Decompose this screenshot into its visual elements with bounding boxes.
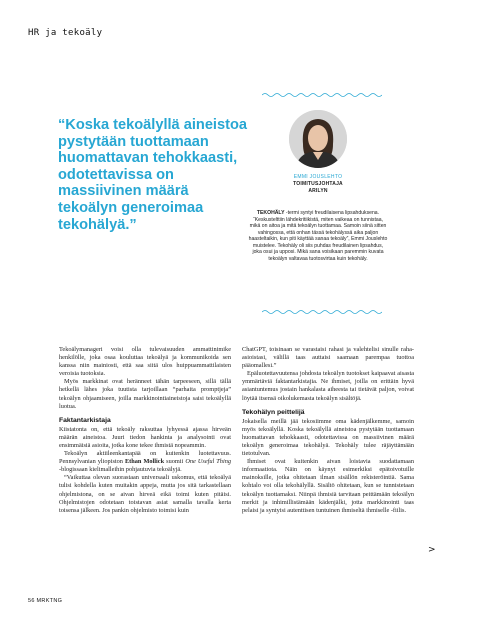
page-footer: 56 MRKTNG	[28, 598, 63, 604]
col1-paragraph-4	[59, 450, 231, 474]
person-mention-mollick: Ethan Mollick	[124, 458, 165, 466]
sidebar-text	[248, 210, 388, 262]
col1-paragraph-1: Tekoälymanageri voisi olla tulevaisuuden ammattinimike henkilölle, joka osaa kouluttaa tekoälyä ja kommunikoida sen kanssa niin mainiosti, että saa siitä ulos huippuammattilaisten veroisia tuotoksia.	[59, 346, 231, 378]
sidebar-term: TEKOHÄLY	[256, 210, 285, 216]
col1-p4-text-c: suomii	[164, 458, 186, 466]
col2-paragraph-2: Epäluotettavuutensa johdosta tekoälyn tuotokset kaipaavat aisasta ymmärtäviä faktantarkistajia. Ne ihmiset, joilla on erittäin hyvä asiantuntemus jostain hankalasta aiheesta tai tietävät paljon, voivat löytää itsensä oikolukemasta tekoälyn sisältöjä.	[242, 370, 414, 402]
article-column-1	[59, 346, 231, 515]
subheading-faktantarkistaja: Faktantarkistaja	[59, 416, 111, 424]
person-name: EMMI JOUSLEHTO	[293, 174, 343, 180]
col1-paragraph-5: “Vaikuttaa olevan suorastaan universaali uskomus, että tekoälyä tulisi kohdella kuten muitakin appeja, mutta jos sitä tarkastellaan ohjelmistona, on se aivan hirveä eikä toimi kuten pitäisi. Ohjelmistojen odotetaan toistavan asiat samalla tavalla kerta toisensa jälkeen. Jos pankin ohjelmisto toimisi kuin	[59, 474, 231, 514]
subheading-tekohalyn-peittelija: Tekohälyn peittelijä	[242, 408, 305, 416]
col2-paragraph-3: Jokaisella meillä jää tekosiimme oma kädenjälkemme, samoin myös tekoälyllä. Koska tekoälyllä aineistoa pystytään tuottamaan huomattavan tehokkaasti, odotettavissa on massiivinen määrä tekoälyn generoimaa tekohälyä. Tekohäly tulee räjäyttämään tietotulvan.	[242, 417, 414, 458]
wave-decoration-top	[262, 92, 382, 98]
col1-paragraph-3: Kiistatonta on, että tekoäly raksuttaa lyhyessä ajassa hirveän määrän aineistoa. Juuri tiedon hankinta ja analysointi ovat ensimmäisiä asioita, jotka kone tekee ihmistä nopeammin.	[59, 425, 231, 449]
sidebar-body: -termi syntyi freudilaisena lipsahduksena. “Keskustelttiin lähdekritiikistä, miten vaikeaa on tunnistaa, mikä on aitoa ja mitä tekoälyn tuottamaa. Samoin siinä sitten vahingossa, että onhan tässä tekohälyssä aika paljon haasteltaikin, kun piti käyttää sanaa tekoäly”, Emmi Jouslehto muistelee. Tekohäly oli siis puhdas freudilainen lipsahdus, joka osui ja upposi. Mikä sana voisikaan paremmin kuvata tekoälyn valtavaa tuotosvirtaa kuin tekohäly.	[248, 210, 388, 262]
blog-title: One Useful Thing	[185, 458, 231, 466]
person-company: ARILYN	[308, 188, 328, 194]
section-header: HR ja tekoäly	[28, 28, 103, 38]
next-page-arrow[interactable]: >	[428, 545, 436, 555]
col2-paragraph-4: Ihmiset ovat kuitenkin aivan loistavia suodattamaan informaatiota. Näin on käynyt esimerkiksi epätoivotuille mainoksille, jotka ohitetaan ilman sisällön rekisteröintiä. Sama kohtalo voi olla tekohälyllä. Sisältö ohitetaan, kun se tunnistetaan tekoälyn tuottamaksi. Niinpä ihmisiä tarvitaan peittämään tekoälyn merkit ja inhimillistämään kädenjälki, jotta markkinointi taas pelaisi ja syntyisi autenttisen tuntuinen ihmiseltä ihmiselle -fiilis.	[242, 458, 414, 514]
article-column-2	[242, 346, 414, 515]
col1-p4-text-e: -blogissaan kielimalleihin pohjautuvia tekoälyjä.	[59, 466, 182, 474]
person-title: TOIMITUSJOHTAJA	[293, 181, 343, 187]
wave-decoration-bottom	[262, 309, 382, 315]
col1-paragraph-2: Myös markkinat ovat heränneet tähän tarpeeseen, sillä tällä hetkellä lähes joka tuutista tarjoillaan “parhaita promptjeja” tekoälyn ohjaamiseen, joilla markkinointiaineistoja saisi tekoälyllä luotua.	[59, 378, 231, 410]
col1-p4-text-a: Tekoälyn aktiileenkantapää on kuitenkin luotettavuus. Pennsylvanian yliopiston	[59, 450, 231, 466]
col2-paragraph-1: ChatGPT, toisinaan se varastaisi rahasi ja valehtelisi sinulle raha-asioistasi, välillä taas auttaisi saamaan parempaa tuottoa pääomallesi.”	[242, 346, 414, 370]
portrait-photo	[289, 110, 347, 168]
pull-quote: “Koska tekoälyllä aineistoa pystytään tuottamaan huomattavan tehokkaasti, odotettavissa on massiivinen määrä tekoälyn generoimaa tekohälyä.”	[58, 117, 247, 233]
